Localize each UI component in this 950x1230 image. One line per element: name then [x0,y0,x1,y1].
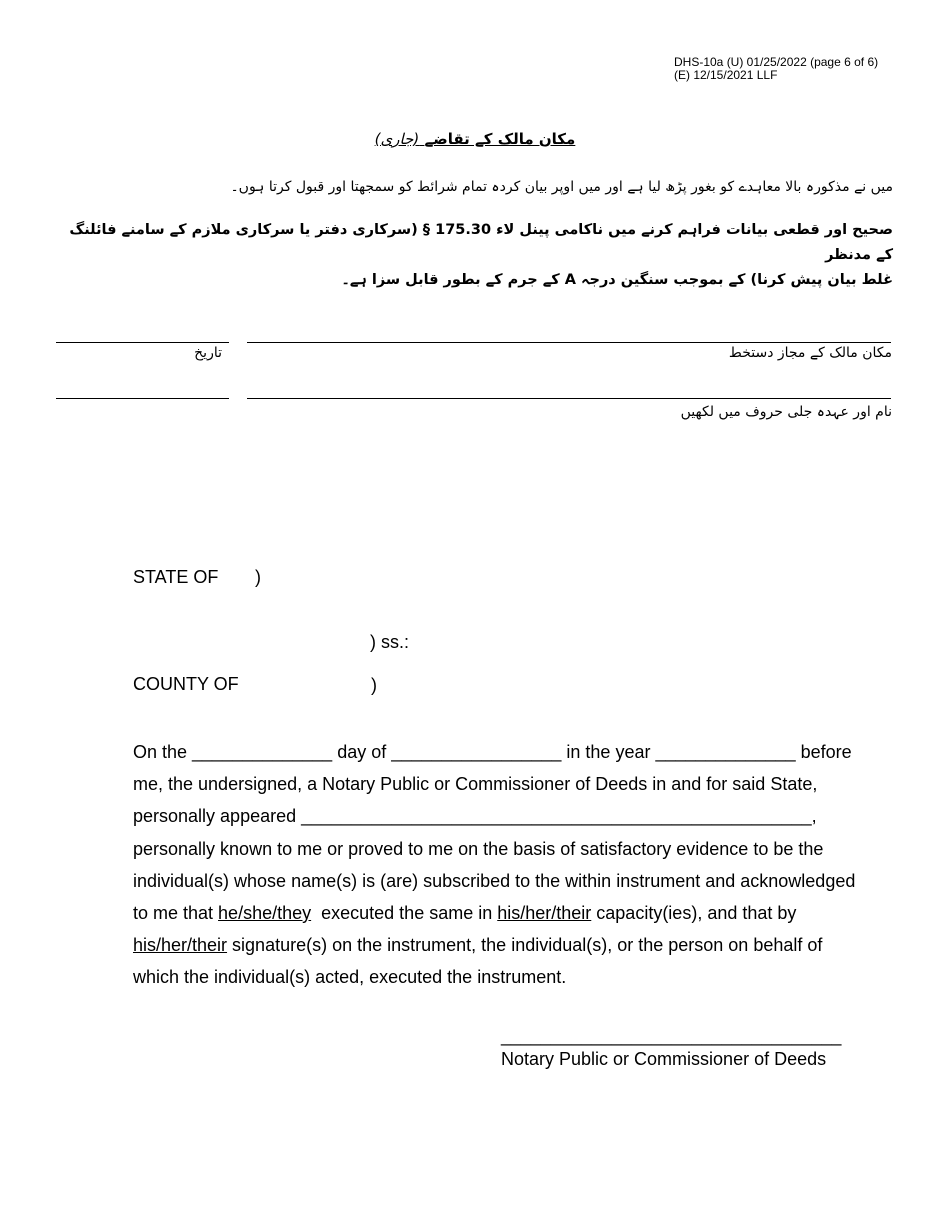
form-id: DHS-10a (U) 01/25/2022 (page 6 of 6) [674,55,879,69]
notary-line-7: his/her/their signature(s) on the instrument, the individual(s), or the person on behalf of [133,935,823,956]
notary-line-2: me, the undersigned, a Notary Public or Commissioner of Deeds in and for said State, [133,774,818,795]
notary-signature-line[interactable]: __________________________________ [501,1026,842,1046]
acknowledgement-statement: میں نے مذکورہ بالا معاہدے کو بغور پڑھ لیا ہے اور میں اوپر بیان کردہ تمام شرائط کو سمجھتا اور قبول کرتا ہوں۔ [230,179,893,195]
warning-line-1: صحیح اور قطعی بیانات فراہم کرنے میں ناکامی پینل لاء 175.30 § (سرکاری دفتر یا سرکاری ملازم کے سامنے فائلنگ کے مدنظر [69,222,893,263]
form-header [674,56,878,82]
possessive-underlined: his/her/their [497,903,592,924]
notary-line-5: individual(s) whose name(s) is (are) subscribed to the within instrument and acknowledged [133,870,856,891]
print-name-title-line[interactable] [247,398,891,399]
notary-line-1: On the ______________ day of _________________ in the year ______________ before [133,742,852,762]
penal-law-warning [53,218,893,293]
county-of-label: COUNTY OF [133,674,239,694]
blank-line-left[interactable] [56,398,229,399]
county-paren: ) [371,675,377,695]
section-title-text: مکان مالک کے تقاضے (جاری) [374,130,576,148]
section-title [0,130,950,148]
notary-signature-label: Notary Public or Commissioner of Deeds [501,1049,827,1069]
warning-line-2: غلط بیان پیش کرنا) کے بموجب سنگین درجہ A کے جرم کے بطور قابل سزا ہے۔ [341,272,893,288]
possessive-underlined-2: his/her/their [133,935,228,956]
pronoun-underlined: he/she/they [218,903,312,924]
date-label: تاریخ [194,345,222,361]
authorized-signature-line[interactable] [247,342,891,343]
authorized-signature-label: مکان مالک کے مجاز دستخط [728,345,892,361]
notary-line-3: personally appeared ___________________________________________________, [133,806,817,827]
state-paren: ) [255,567,261,587]
section-title-suffix: (جاری) [374,130,420,148]
date-line[interactable] [56,342,229,343]
notary-line-8: which the individual(s) acted, executed the instrument. [133,967,567,988]
notary-acknowledgement [133,736,893,994]
notary-line-6: to me that he/she/they executed the same in his/her/their capacity(ies), and that by [133,903,797,924]
notary-line-4: personally known to me or proved to me on the basis of satisfactory evidence to be the [133,838,824,859]
form-edition: (E) 12/15/2021 LLF [674,68,778,82]
ss-label: ) ss.: [370,632,409,652]
state-of-label: STATE OF [133,567,219,587]
print-name-title-label: نام اور عہدہ جلی حروف میں لکھیں [680,404,892,420]
